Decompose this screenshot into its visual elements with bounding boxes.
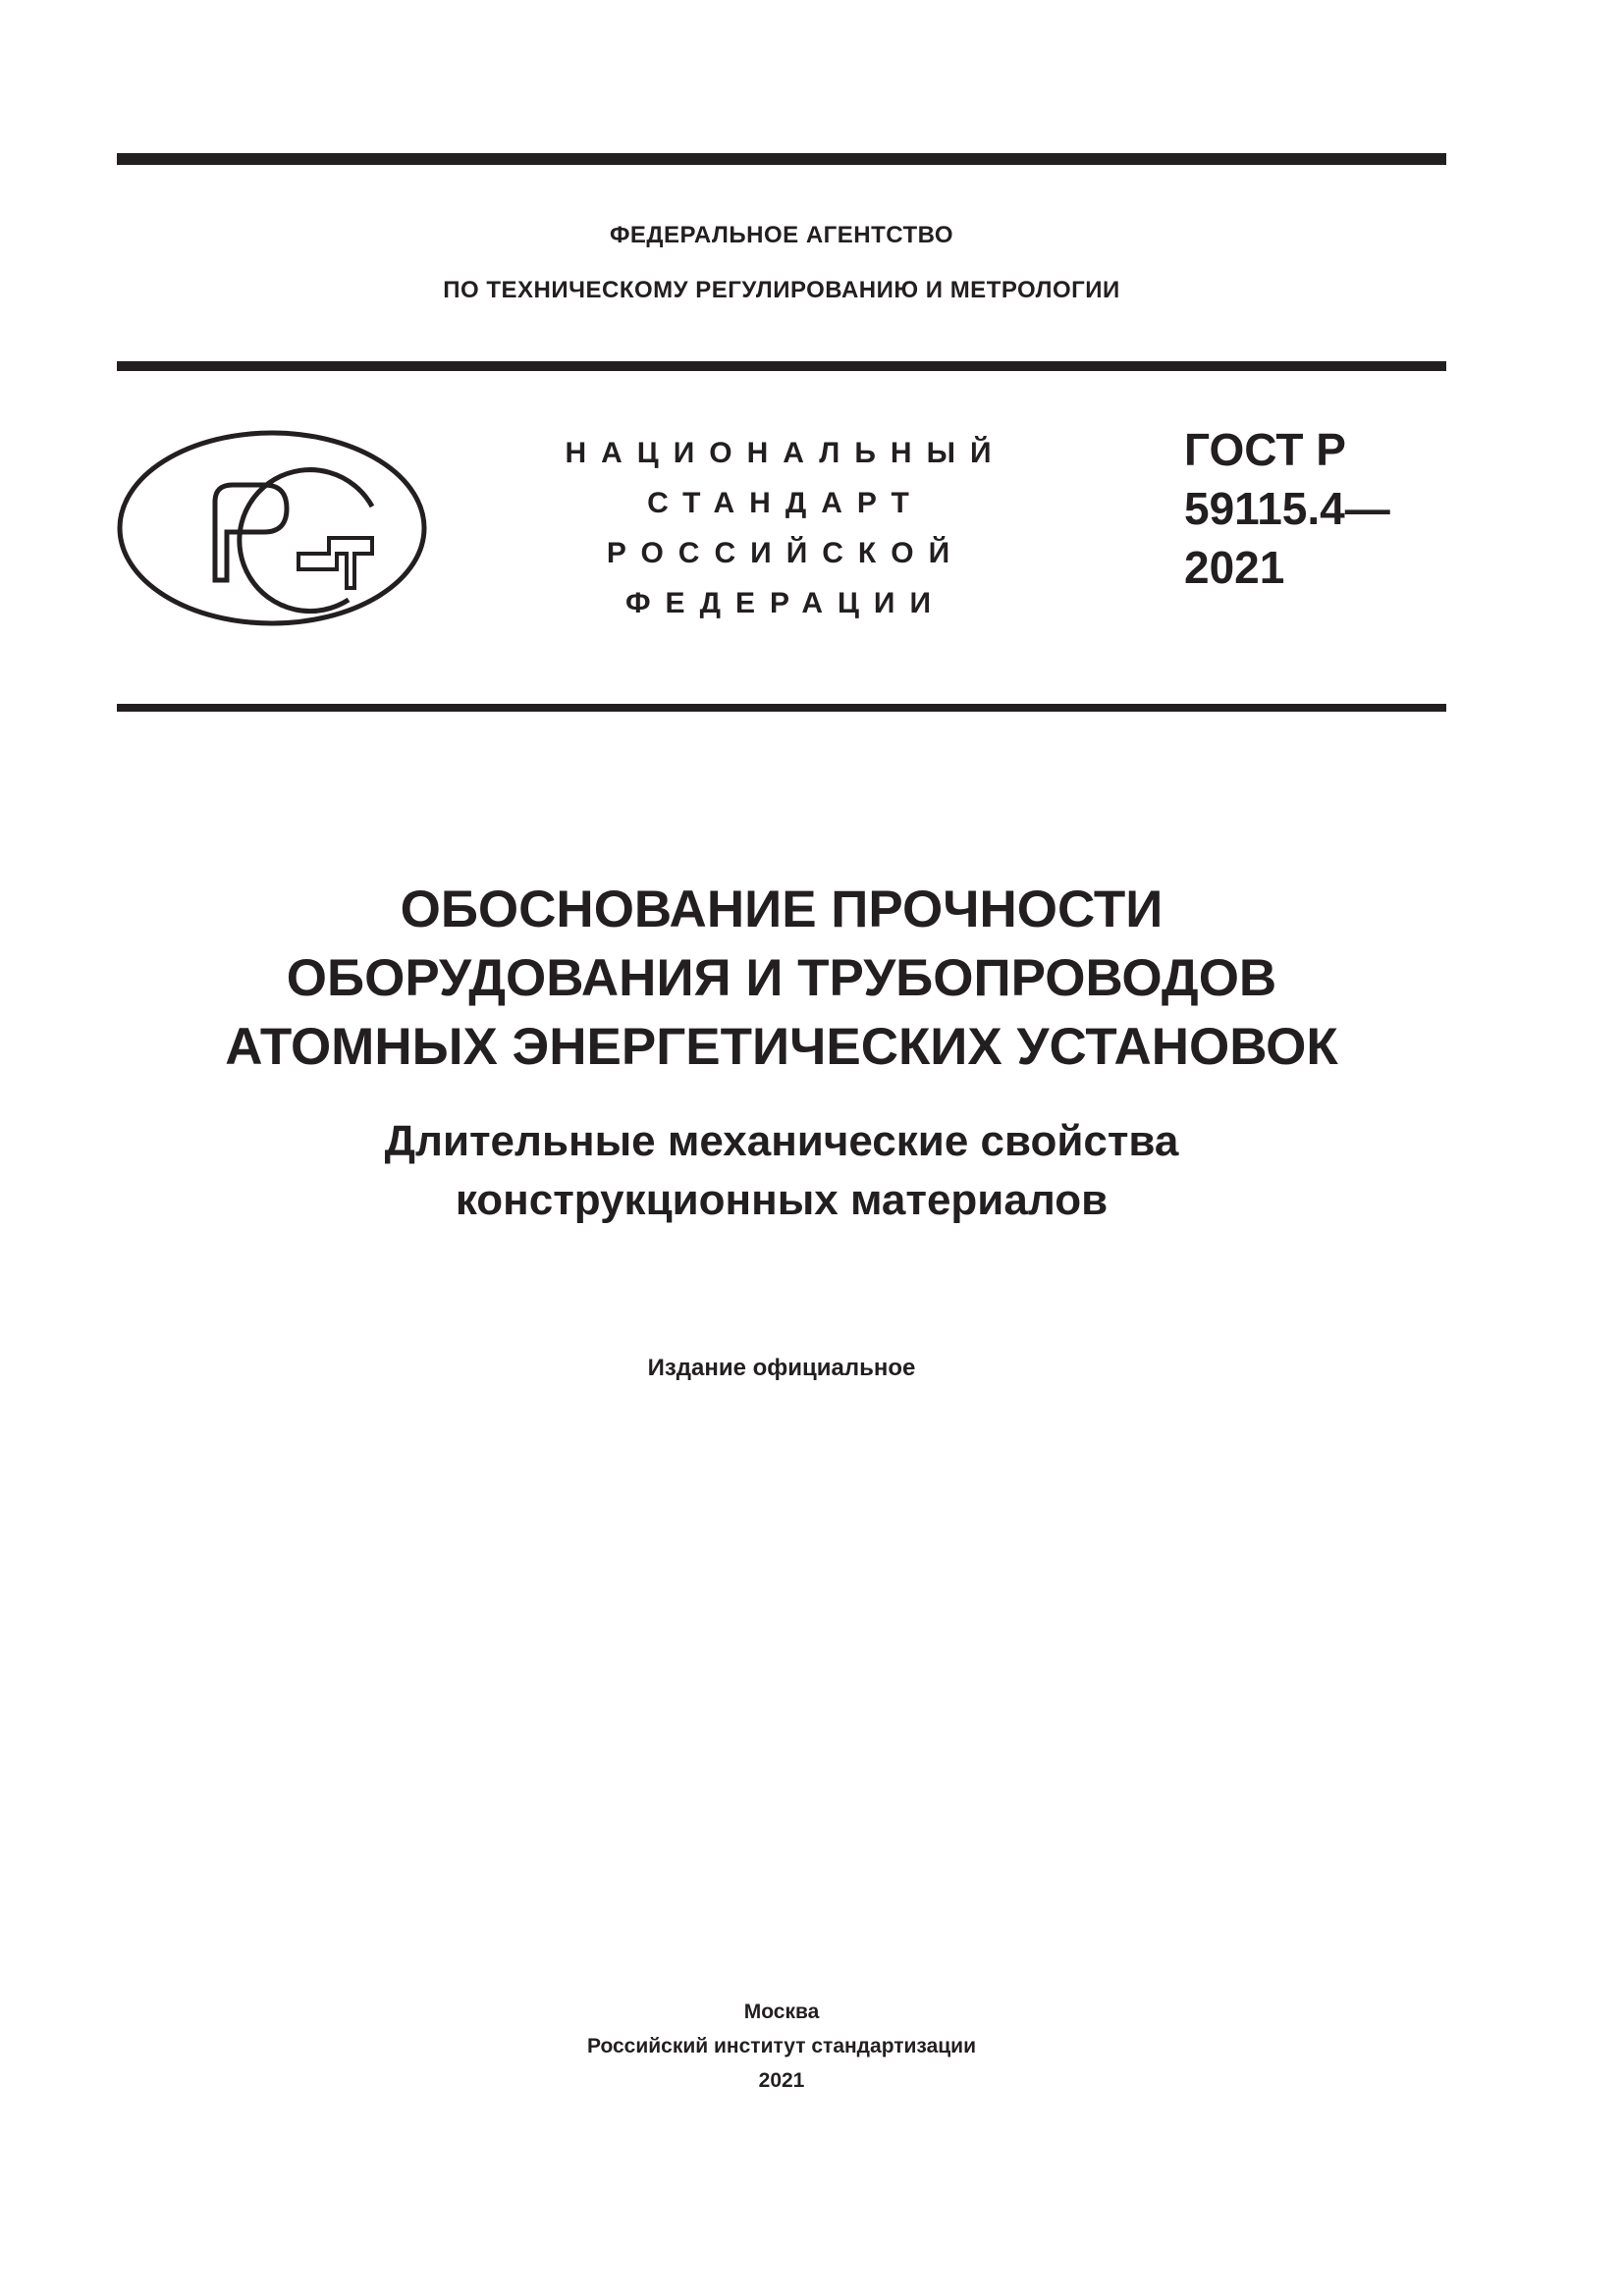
designation-line-1: ГОСТ Р <box>1184 424 1346 475</box>
document-title <box>117 876 1446 1082</box>
title-line: ОБОСНОВАНИЕ ПРОЧНОСТИ <box>400 881 1164 938</box>
subtitle-line: Длительные механические свойства <box>384 1117 1179 1165</box>
designation-line-3: 2021 <box>1184 542 1285 593</box>
edition-label: Издание официальное <box>647 1355 916 1381</box>
header-bottom-rule <box>117 704 1446 712</box>
imprint <box>117 1995 1446 2098</box>
national-standard-line: ФЕДЕРАЦИИ <box>624 587 947 619</box>
title-line: ОБОРУДОВАНИЯ И ТРУБОПРОВОДОВ <box>286 949 1277 1007</box>
designation-line-2: 59115.4— <box>1184 483 1390 534</box>
imprint-city: Москва <box>743 2001 820 2023</box>
agency-line-1: ФЕДЕРАЛЬНОЕ АГЕНТСТВО <box>609 222 954 248</box>
national-standard-line: СТАНДАРТ <box>647 487 924 519</box>
standard-designation <box>1184 420 1390 597</box>
title-line: АТОМНЫХ ЭНЕРГЕТИЧЕСКИХ УСТАНОВОК <box>225 1018 1338 1076</box>
national-standard-heading <box>560 428 1011 628</box>
header-rule <box>117 361 1446 371</box>
top-rule <box>117 153 1446 165</box>
national-standard-line: НАЦИОНАЛЬНЫЙ <box>565 437 1006 469</box>
imprint-year: 2021 <box>758 2069 805 2092</box>
subtitle-line: конструкционных материалов <box>455 1176 1109 1224</box>
national-standard-line: РОССИЙСКОЙ <box>606 537 965 569</box>
rst-logo-icon <box>115 428 429 628</box>
document-subtitle <box>117 1112 1446 1230</box>
imprint-publisher: Российский институт стандартизации <box>586 2035 977 2057</box>
agency-line-2: ПО ТЕХНИЧЕСКОМУ РЕГУЛИРОВАНИЮ И МЕТРОЛОГИИ <box>443 277 1120 303</box>
